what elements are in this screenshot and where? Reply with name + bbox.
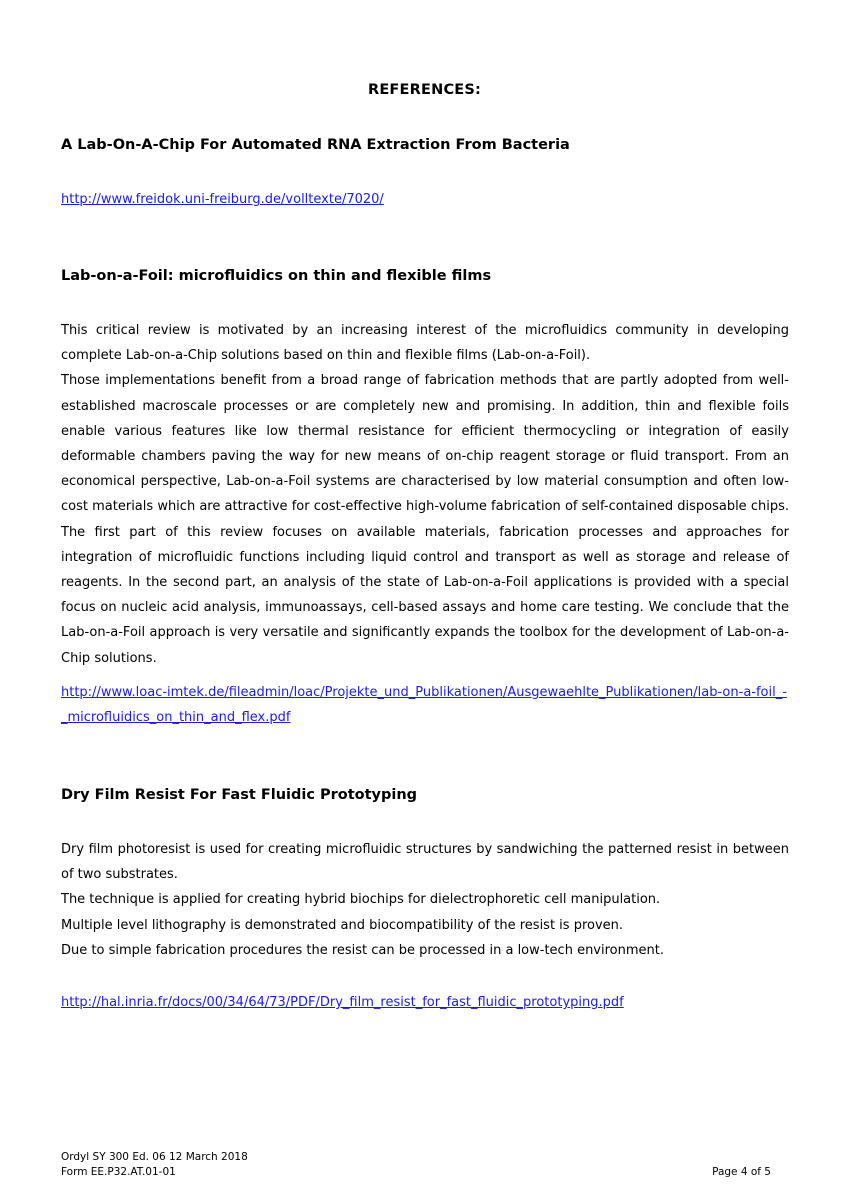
page-heading: REFERENCES: [367,82,482,98]
paragraph: This critical review is motivated by an increasing interest of the microfluidics community in developing complete Lab-on-a-Chip solutions based on thin and flexible films (Lab-on-a-Foil). [61,323,789,364]
section-body-dry-film-resist [61,837,789,963]
link-rna-extraction[interactable]: http://www.freidok.uni-freiburg.de/volltexte/7020/ [61,192,384,207]
paragraph: Dry film photoresist is used for creating microfluidic structures by sandwiching the patterned resist in between of two substrates. [61,842,789,883]
footer-page-number: Page 4 of 5 [712,1166,771,1178]
paragraph: The technique is applied for creating hybrid biochips for dielectrophoretic cell manipulation. [61,892,661,908]
section-title-lab-on-a-foil: Lab-on-a-Foil: microfluidics on thin and flexible films [61,268,492,284]
section-title-dry-film-resist: Dry Film Resist For Fast Fluidic Prototyping [61,787,418,803]
footer-doc-info [61,1150,248,1180]
link-lab-on-a-foil[interactable]: http://www.loac-imtek.de/fileadmin/loac/Projekte_und_Publikationen/Ausgewaehlte_Publikationen/lab-on-a-foil_-_microfluidics_on_thin_and_flex.pdf [61,685,787,725]
section-title-rna-extraction: A Lab-On-A-Chip For Automated RNA Extraction From Bacteria [61,137,570,153]
footer-form-number: Form EE.P32.AT.01-01 [61,1166,176,1178]
paragraph: Multiple level lithography is demonstrated and biocompatibility of the resist is proven. [61,917,624,933]
link-dry-film-resist[interactable]: http://hal.inria.fr/docs/00/34/64/73/PDF/Dry_film_resist_for_fast_fluidic_prototyping.pdf [61,995,624,1010]
footer-edition: Ordyl SY 300 Ed. 06 12 March 2018 [61,1151,248,1163]
paragraph: Due to simple fabrication procedures the resist can be processed in a low-tech environment. [61,942,664,958]
paragraph: Those implementations benefit from a broad range of fabrication methods that are partly adopted from well-established macroscale processes or are completely new and promising. In addition, thin and flexible foils enable various features like low thermal resistance for efficient thermocycling or integration of easily deformable chambers paving the way for new means of on-chip reagent storage or fluid transport. From an economical perspective, Lab-on-a-Foil systems are characterised by low material consumption and often low-cost materials which are attractive for cost-effective high-volume fabrication of self-contained disposable chips. The first part of this review focuses on available materials, fabrication processes and approaches for integration of microfluidic functions including liquid control and transport as well as storage and release of reagents. In the second part, an analysis of the state of Lab-on-a-Foil applications is provided with a special focus on nucleic acid analysis, immunoassays, cell-based assays and home care testing. We conclude that the Lab-on-a-Foil approach is very versatile and significantly expands the toolbox for the development of Lab-on-a-Chip solutions. [61,373,789,666]
section-body-lab-on-a-foil [61,318,789,671]
